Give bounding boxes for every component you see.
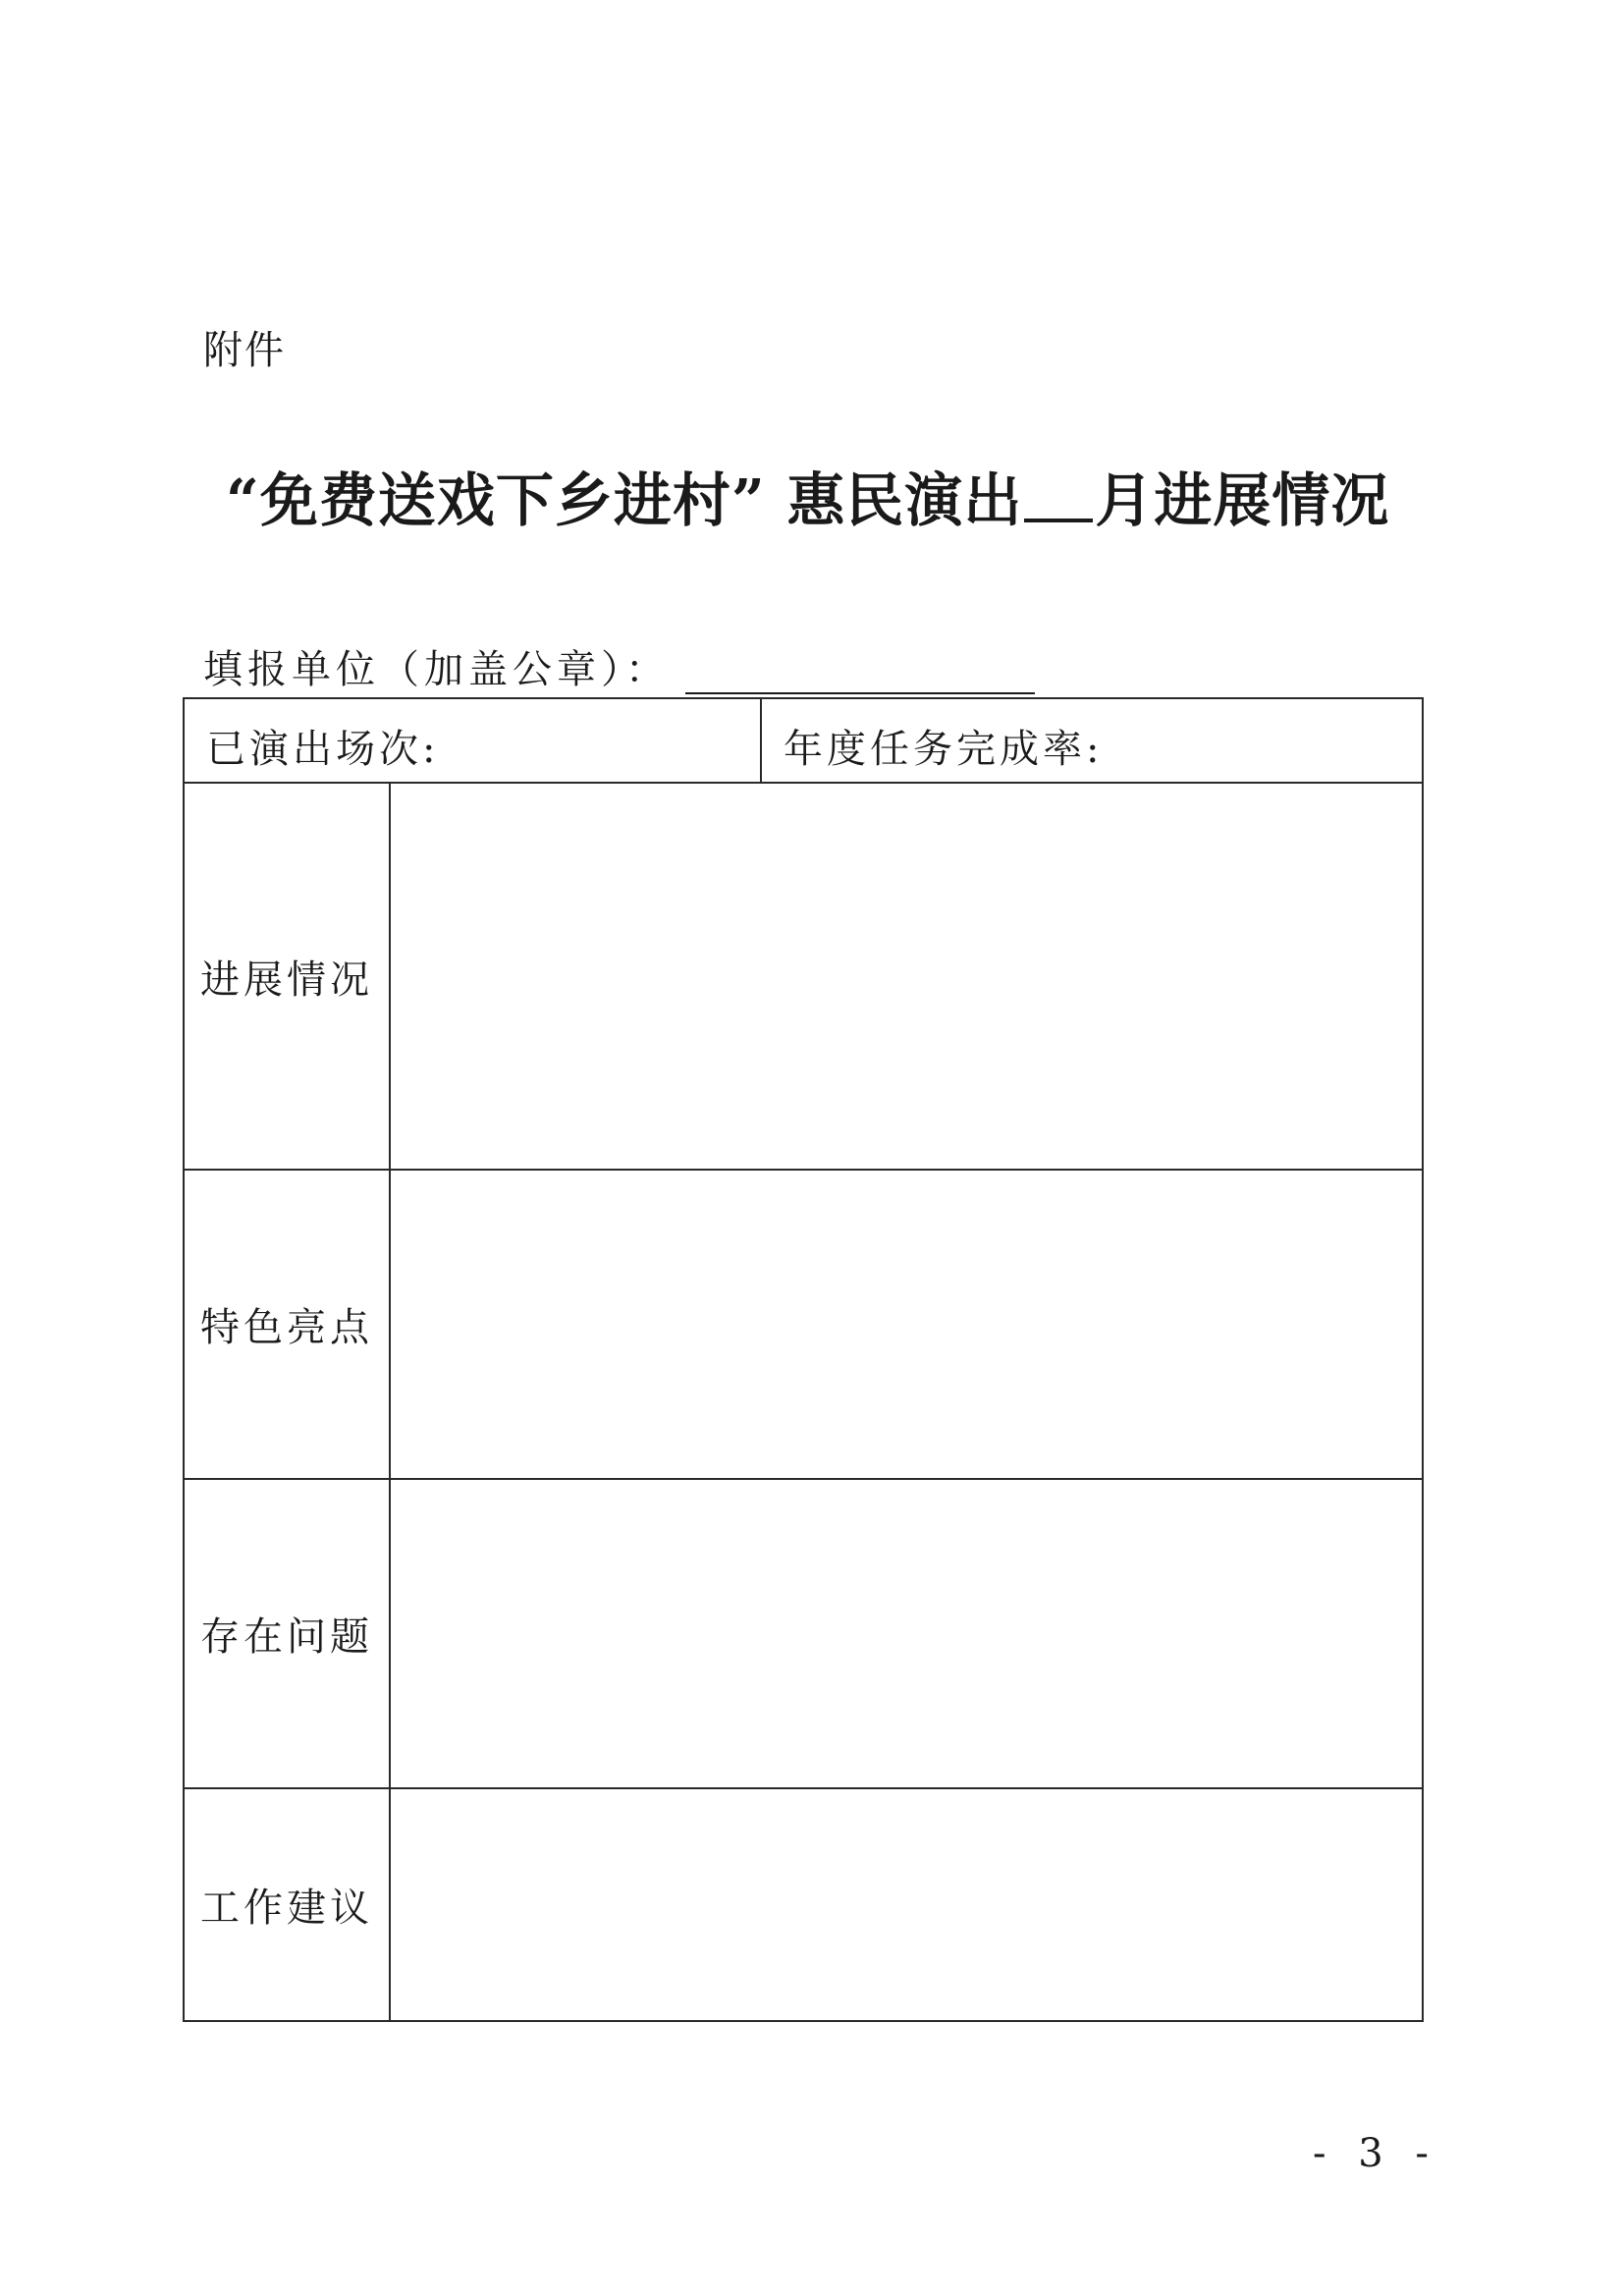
reporting-unit-label: 填报单位（加盖公章）： — [203, 647, 670, 692]
section-content-suggestions[interactable] — [390, 1788, 1423, 2021]
section-label-suggestions: 工作建议 — [184, 1788, 390, 2021]
reporting-unit-field[interactable] — [685, 649, 1035, 694]
section-content-progress[interactable] — [390, 783, 1423, 1170]
title-text-after-blank: 月进展情况 — [1095, 466, 1390, 534]
attachment-label: 附件 — [203, 328, 286, 373]
performances-count-label: 已演出场次: — [206, 726, 440, 772]
section-content-problems[interactable] — [390, 1479, 1423, 1788]
document-title — [226, 462, 1434, 540]
stats-row — [184, 698, 1423, 783]
section-content-highlights[interactable] — [390, 1170, 1423, 1479]
completion-rate-cell[interactable] — [761, 698, 1423, 783]
performances-count-cell[interactable] — [184, 698, 761, 783]
section-row-problems — [184, 1479, 1423, 1788]
completion-rate-label: 年度任务完成率: — [784, 726, 1104, 772]
section-label-problems: 存在问题 — [184, 1479, 390, 1788]
page-number: - 3 - — [1313, 2131, 1438, 2176]
month-blank-line[interactable] — [1024, 469, 1093, 522]
section-row-suggestions — [184, 1788, 1423, 2021]
section-label-highlights: 特色亮点 — [184, 1170, 390, 1479]
section-label-progress: 进展情况 — [184, 783, 390, 1170]
progress-report-table — [183, 697, 1424, 2022]
reporting-unit-row — [203, 638, 1035, 694]
section-row-highlights — [184, 1170, 1423, 1479]
title-text-before-blank: “免费送戏下乡进村” 惠民演出 — [226, 466, 1023, 534]
section-row-progress — [184, 783, 1423, 1170]
